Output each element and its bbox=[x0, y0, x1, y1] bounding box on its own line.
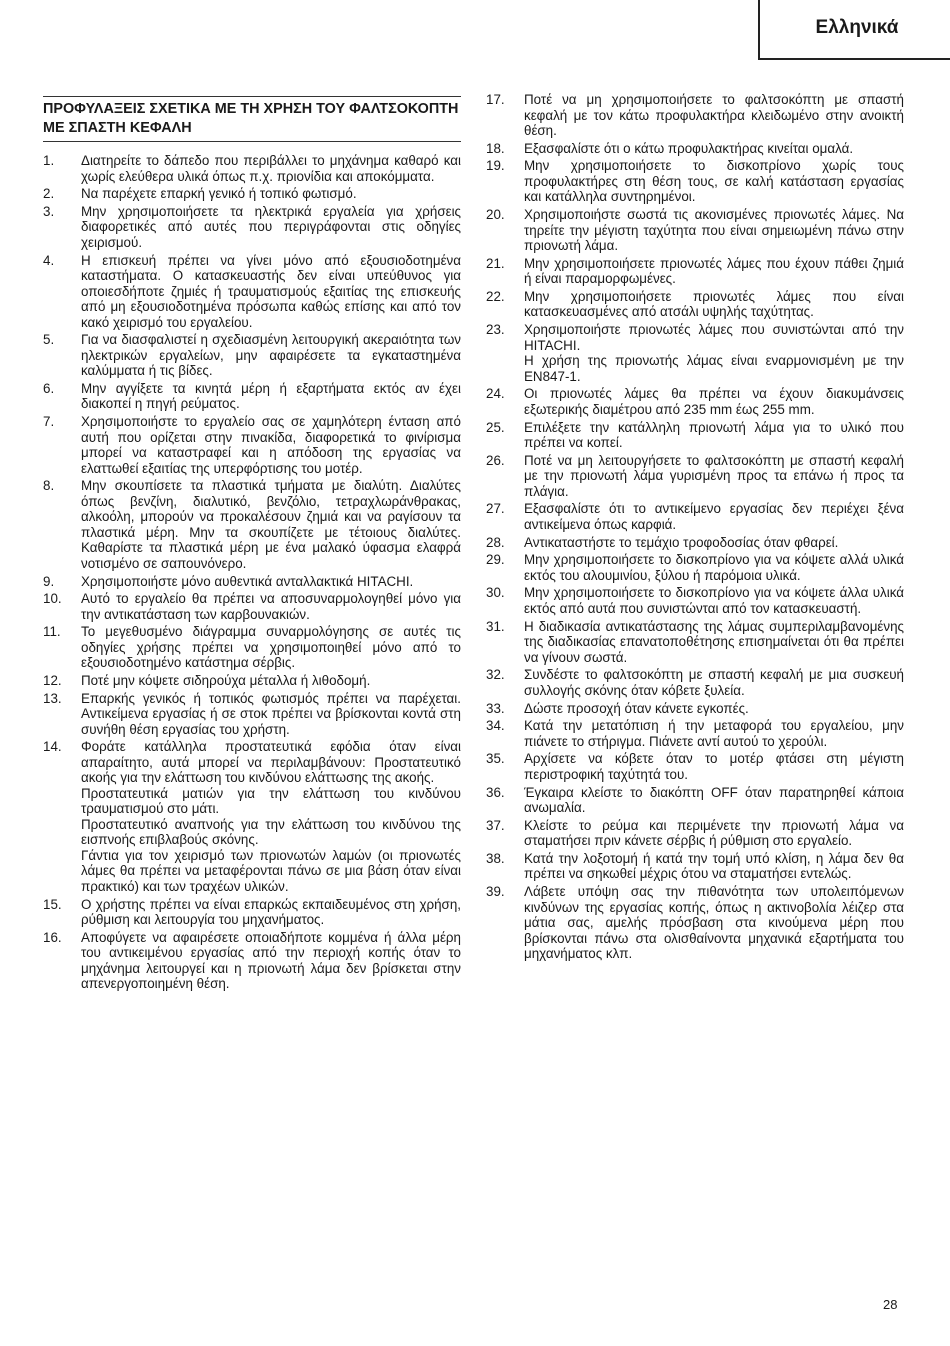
item-text bbox=[524, 718, 904, 749]
item-number: 35. bbox=[486, 751, 505, 767]
list-item bbox=[43, 673, 461, 689]
item-paragraph: Μην χρησιμοποιήσετε πριονωτές λάμες που έχουν πάθει ζημιά ή είναι παραμορφωμένες. bbox=[524, 255, 904, 287]
item-paragraph: Χρησιμοποιήστε πριονωτές λάμες που συνιστώνται από την HITACHI. bbox=[524, 322, 904, 353]
list-item bbox=[486, 818, 904, 849]
item-paragraph: Μην χρησιμοποιήσετε το δισκοπρίονο για να κόψετε άλλα υλικά εκτός από αυτά που συνιστώνται από τον κατασκευαστή. bbox=[524, 585, 904, 616]
item-text bbox=[81, 332, 461, 379]
item-number: 3. bbox=[43, 203, 55, 219]
item-paragraph: Εξασφαλίστε ότι το αντικείμενο εργασίας δεν περιέχει ξένα αντικείμενα όπως καρφιά. bbox=[524, 501, 904, 532]
item-paragraph: Προστατευτικό αναπνοής για την ελάττωση του κινδύνου της εισπνοής επιβλαβούς σκόνης. bbox=[81, 816, 461, 848]
item-paragraph: Να παρέχετε επαρκή γενικό ή τοπικό φωτισμό. bbox=[81, 186, 357, 202]
list-item bbox=[486, 386, 904, 417]
item-paragraph: Μην αγγίξετε τα κινητά μέρη ή εξαρτήματα εκτός αν έχει διακοπεί η πηγή ρεύματος. bbox=[81, 380, 461, 412]
item-paragraph: Μην χρησιμοποιήσετε πριονωτές λάμες που είναι κατασκευασμένες από ατσάλι υψηλής ταχύτητας. bbox=[524, 288, 904, 320]
list-item bbox=[486, 619, 904, 666]
item-paragraph: Η χρήση της πριονωτής λάμας είναι εναρμονισμένη με την EN847-1. bbox=[524, 353, 904, 384]
item-text bbox=[81, 930, 461, 992]
list-item bbox=[43, 332, 461, 379]
item-text bbox=[81, 414, 461, 476]
item-paragraph: Εξασφαλίστε ότι ο κάτω προφυλακτήρας κινείται ομαλά. bbox=[524, 140, 854, 156]
item-number: 20. bbox=[486, 207, 505, 223]
list-item bbox=[43, 253, 461, 331]
item-paragraph: Μην χρησιμοποιήσετε τα ηλεκτρικά εργαλεία για χρήσεις διαφορετικές από αυτές που περιγράφονται στις οδηγίες χειρισμού. bbox=[81, 203, 461, 250]
list-item bbox=[486, 884, 904, 962]
item-number: 5. bbox=[43, 332, 55, 348]
item-number: 38. bbox=[486, 850, 505, 866]
item-number: 36. bbox=[486, 784, 505, 800]
item-paragraph: Φοράτε κατάλληλα προστατευτικά εφόδια όταν είναι απαραίτητο, αυτά μπορεί να περιλαμβάνουν: Προστατευτικό ακοής για την ελάττωση του κινδύνου ελάττωσης της ακοής. bbox=[81, 739, 461, 786]
item-text bbox=[524, 289, 904, 320]
list-item bbox=[486, 718, 904, 749]
item-text bbox=[524, 92, 904, 139]
item-text bbox=[81, 624, 461, 671]
item-text bbox=[81, 574, 461, 590]
item-paragraph: Γάντια για τον χειρισμό των πριονωτών λαμών (οι πριονωτές λάμες θα πρέπει να μεταφέρονται πάνω σε μια βάση όταν είναι πρακτικό) και των τραχέων υλικών. bbox=[81, 847, 461, 894]
item-number: 16. bbox=[43, 929, 62, 945]
item-text bbox=[81, 153, 461, 184]
item-number: 22. bbox=[486, 288, 505, 304]
list-item bbox=[486, 667, 904, 698]
item-paragraph: Αρχίσετε να κόβετε όταν το μοτέρ φτάσει στη μέγιστη περιστροφική ταχύτητά του. bbox=[524, 751, 904, 782]
list-item bbox=[43, 930, 461, 992]
item-paragraph: Διατηρείτε το δάπεδο που περιβάλλει το μηχάνημα καθαρό και χωρίς ελεύθερα υλικά όπως π.χ. πριονίδια και αποκόμματα. bbox=[81, 153, 461, 184]
item-text bbox=[81, 478, 461, 571]
item-paragraph: Για να διασφαλιστεί η σχεδιασμένη λειτουργική ακεραιότητα των ηλεκτρικών εργαλείων, μην αφαιρέσετε τα εγκαταστημένα καλύμματα ή τις βίδες. bbox=[81, 332, 461, 379]
item-text bbox=[81, 739, 461, 894]
item-text bbox=[81, 897, 461, 928]
item-number: 8. bbox=[43, 478, 55, 494]
item-paragraph: Κατά την μετατόπιση ή την μεταφορά του εργαλείου, μην πιάνετε το στήριγμα. Πιάνετε αντί αυτού το χερούλι. bbox=[524, 718, 904, 749]
item-paragraph: Ποτέ μην κόψετε σιδηρούχα μέταλλα ή λιθοδομή. bbox=[81, 673, 371, 689]
list-item bbox=[486, 141, 904, 157]
item-text bbox=[524, 751, 904, 782]
list-item bbox=[486, 585, 904, 616]
language-tab bbox=[758, 0, 950, 60]
list-item bbox=[486, 322, 904, 384]
item-paragraph: Χρησιμοποιήστε μόνο αυθεντικά ανταλλακτικά HITACHI. bbox=[81, 573, 414, 589]
item-number: 23. bbox=[486, 322, 505, 338]
item-number: 24. bbox=[486, 386, 505, 402]
list-item bbox=[43, 153, 461, 184]
item-number: 4. bbox=[43, 252, 55, 268]
item-text bbox=[81, 381, 461, 412]
item-paragraph: Προστατευτικά ματιών για την ελάττωση του κινδύνου τραυματισμού στο μάτι. bbox=[81, 785, 461, 817]
item-paragraph: Μην σκουπίσετε τα πλαστικά τμήματα με διαλύτη. Διαλύτες όπως βενζίνη, διαλυτικό, βενζόλιο, τετραχλωράνθρακας, αλκοόλη, μπορούν να προκαλέσουν ζημιά και να ραγίσουν τα πλαστικά μέρη. Μην τα σκουπίζετε με τέτοιους διαλύτες. Καθαρίστε τα πλαστικά μέρη με ένα μαλακό ύφασμα ελαφρά νοτισμένο σε σαπουνόνερο. bbox=[81, 478, 461, 571]
item-text bbox=[81, 591, 461, 622]
item-text bbox=[524, 785, 904, 816]
item-text bbox=[524, 501, 904, 532]
item-number: 27. bbox=[486, 501, 505, 517]
language-label: Ελληνικά bbox=[815, 17, 899, 38]
list-item bbox=[43, 381, 461, 412]
precautions-list-left bbox=[43, 153, 461, 994]
item-text bbox=[524, 851, 904, 882]
item-number: 21. bbox=[486, 255, 505, 271]
item-number: 25. bbox=[486, 419, 505, 435]
item-text bbox=[81, 204, 461, 251]
list-item bbox=[486, 453, 904, 500]
list-item bbox=[43, 414, 461, 476]
list-item bbox=[486, 501, 904, 532]
item-number: 28. bbox=[486, 534, 505, 550]
item-number: 7. bbox=[43, 414, 55, 430]
item-paragraph: Ο χρήστης πρέπει να είναι επαρκώς εκπαιδευμένος στη χρήση, ρύθμιση και λειτουργία του μηχανήματος. bbox=[81, 896, 461, 928]
item-text bbox=[524, 256, 904, 287]
item-text bbox=[524, 884, 904, 962]
item-paragraph: Αυτό το εργαλείο θα πρέπει να αποσυναρμολογηθεί μόνο για την αντικατάσταση των καρβουνακιών. bbox=[81, 591, 461, 622]
list-item bbox=[486, 92, 904, 139]
list-item bbox=[486, 701, 904, 717]
item-text bbox=[524, 619, 904, 666]
item-paragraph: Έγκαιρα κλείστε το διακόπτη OFF όταν παρατηρηθεί κάποια ανωμαλία. bbox=[524, 784, 904, 816]
list-item bbox=[486, 785, 904, 816]
list-item bbox=[486, 552, 904, 583]
item-text bbox=[524, 552, 904, 583]
item-number: 9. bbox=[43, 573, 55, 589]
item-text bbox=[524, 667, 904, 698]
item-text bbox=[81, 673, 461, 689]
list-item bbox=[486, 158, 904, 205]
item-paragraph: Το μεγεθυσμένο διάγραμμα συναρμολόγησης σε αυτές τις οδηγίες χρήσης πρέπει να χρησιμοποιηθεί μόνο από το εξουσιοδοτημένο κατάστημα σέρβις. bbox=[81, 624, 461, 671]
item-number: 34. bbox=[486, 718, 505, 734]
section-heading: ΠΡΟΦΥΛΑΞΕΙΣ ΣΧΕΤΙΚΑ ΜΕ ΤΗ ΧΡΗΣΗ ΤΟΥ ΦΑΛΤΣΟΚΟΠΤΗ ΜΕ ΣΠΑΣΤΗ ΚΕΦΑΛΗ bbox=[43, 96, 461, 142]
item-number: 29. bbox=[486, 552, 505, 568]
item-text bbox=[524, 322, 904, 384]
item-number: 15. bbox=[43, 896, 62, 912]
item-paragraph: Η επισκευή πρέπει να γίνει μόνο από εξουσιοδοτημένα καταστήματα. Ο κατασκευαστής δεν είναι υπεύθυνος για οποιεσδήποτε ζημιές ή τραυματισμούς εξαιτίας της επισκευής από μη εξουσιοδοτημένα πρόσωπα καθώς επίσης και από τον κακό χειρισμό του εργαλείου. bbox=[81, 252, 461, 330]
item-number: 39. bbox=[486, 884, 505, 900]
item-number: 30. bbox=[486, 585, 505, 601]
item-paragraph: Μην χρησιμοποιήσετε το δισκοπρίονο χωρίς τους προφυλακτήρες στη θέση τους, σε καλή κατάσταση εργασίας και κατάλληλα συντηρημένοι. bbox=[524, 158, 904, 205]
list-item bbox=[486, 256, 904, 287]
item-text bbox=[524, 535, 904, 551]
item-paragraph: Αποφύγετε να αφαιρέσετε οποιαδήποτε κομμένα ή άλλα μέρη του αντικειμένου εργασίας από την περιοχή κοπής όταν το μηχάνημα λειτουργεί και η πριονωτή λάμα δεν βρίσκεται στην απενεργοποιημένη θέση. bbox=[81, 929, 461, 992]
list-item bbox=[486, 420, 904, 451]
list-item bbox=[43, 897, 461, 928]
item-text bbox=[81, 691, 461, 738]
item-number: 12. bbox=[43, 673, 62, 689]
list-item bbox=[43, 691, 461, 738]
list-item bbox=[43, 739, 461, 894]
item-number: 1. bbox=[43, 153, 55, 168]
item-text bbox=[524, 420, 904, 451]
item-number: 17. bbox=[486, 92, 505, 107]
list-item bbox=[486, 751, 904, 782]
item-paragraph: Δώστε προσοχή όταν κάνετε εγκοπές. bbox=[524, 700, 749, 716]
item-number: 6. bbox=[43, 380, 55, 396]
item-paragraph: Ποτέ να μη λειτουργήσετε το φαλτσοκόπτη με σπαστή κεφαλή με την πριονωτή λάμα γυρισμένη προς τα επάνω ή προς τα πλάγια. bbox=[524, 452, 904, 499]
item-text bbox=[524, 386, 904, 417]
item-paragraph: Οι πριονωτές λάμες θα πρέπει να έχουν διακυμάνσεις εξωτερικής διαμέτρου από 235 mm έως 255 mm. bbox=[524, 386, 904, 417]
item-number: 14. bbox=[43, 739, 62, 755]
item-number: 10. bbox=[43, 591, 62, 607]
item-paragraph: Επαρκής γενικός ή τοπικός φωτισμός πρέπει να παρέχεται. Αντικείμενα εργασίας ή σε στοκ πρέπει να βρίσκονται κοντά στη συνήθη θέση εργασίας του χρήστη. bbox=[81, 690, 461, 737]
item-number: 33. bbox=[486, 700, 505, 716]
list-item bbox=[43, 574, 461, 590]
list-item bbox=[43, 186, 461, 202]
list-item bbox=[486, 535, 904, 551]
item-text bbox=[81, 253, 461, 331]
item-number: 2. bbox=[43, 186, 55, 202]
item-text bbox=[81, 186, 461, 202]
item-paragraph: Χρησιμοποιήστε το εργαλείο σας σε χαμηλότερη ένταση από αυτή που ορίζεται στην πινακίδα, διαφορετικά το φινίρισμα μπορεί να καταστραφεί και η απόδοση της εργασίας να ελαττωθεί εξαιτίας της υπερφόρτισης του μοτέρ. bbox=[81, 414, 461, 476]
item-number: 13. bbox=[43, 690, 62, 706]
item-paragraph: Η διαδικασία αντικατάστασης της λάμας συμπεριλαμβανομένης της διαδικασίας επανατοποθέτησης επισημαίνεται ότι θα πρέπει να γίνουν σωστά. bbox=[524, 618, 904, 665]
item-paragraph: Κατά την λοξοτομή ή κατά την τομή υπό κλίση, η λάμα δεν θα πρέπει να σηκωθεί μέχρις ότου να σταματήσει εντελώς. bbox=[524, 850, 904, 882]
item-text bbox=[524, 158, 904, 205]
list-item bbox=[43, 591, 461, 622]
list-item bbox=[486, 289, 904, 320]
item-text bbox=[524, 818, 904, 849]
item-number: 11. bbox=[43, 624, 61, 640]
item-number: 32. bbox=[486, 667, 505, 683]
item-text bbox=[524, 701, 904, 717]
list-item bbox=[486, 207, 904, 254]
item-number: 19. bbox=[486, 158, 505, 174]
item-text bbox=[524, 207, 904, 254]
item-paragraph: Μην χρησιμοποιήσετε το δισκοπρίονο για να κόψετε αλλά υλικά εκτός του αλουμινίου, ξύλου ή παρόμοια υλικά. bbox=[524, 552, 904, 583]
list-item bbox=[43, 204, 461, 251]
item-number: 18. bbox=[486, 140, 505, 156]
list-item bbox=[43, 478, 461, 571]
item-text bbox=[524, 453, 904, 500]
item-paragraph: Ποτέ να μη χρησιμοποιήσετε το φαλτσοκόπτη με σπαστή κεφαλή με τον κάτω προφυλακτήρα κλειδωμένο στην ανοικτή θέση. bbox=[524, 92, 904, 138]
item-number: 26. bbox=[486, 452, 505, 468]
item-text bbox=[524, 141, 904, 157]
item-paragraph: Αντικαταστήστε το τεμάχιο τροφοδοσίας όταν φθαρεί. bbox=[524, 534, 839, 550]
item-paragraph: Συνδέστε το φαλτσοκόπτη με σπαστή κεφαλή με μια συσκευή συλλογής σκόνης όταν κόβετε ξυλεία. bbox=[524, 667, 904, 698]
item-number: 31. bbox=[486, 618, 505, 634]
item-text bbox=[524, 585, 904, 616]
precautions-list-right bbox=[486, 92, 904, 964]
list-item bbox=[486, 851, 904, 882]
item-paragraph: Χρησιμοποιήστε σωστά τις ακονισμένες πριονωτές λάμες. Να τηρείτε την μέγιστη ταχύτητα που είναι σημειωμένη πάνω στην πριονωτή λάμα. bbox=[524, 207, 904, 254]
item-paragraph: Κλείστε το ρεύμα και περιμένετε την πριονωτή λάμα να σταματήσει πριν κάνετε σέρβις ή ρύθμιση στο εργαλείο. bbox=[524, 817, 904, 849]
list-item bbox=[43, 624, 461, 671]
page-number: 28 bbox=[883, 1297, 898, 1312]
item-number: 37. bbox=[486, 817, 505, 833]
item-paragraph: Επιλέξετε την κατάλληλη πριονωτή λάμα για το υλικό που πρέπει να κοπεί. bbox=[524, 419, 904, 450]
item-paragraph: Λάβετε υπόψη σας την πιθανότητα των υπολειπόμενων κινδύνων της εργασίας κοπής, όπως η ακτινοβολία λέιζερ στα μάτια σας, αμελής πρόσβαση στα κινούμενα μέρη που βρίσκονται πάνω στα ολισθαίνοντα μηχανικά εξαρτήματα του μηχανήματος κλπ. bbox=[524, 884, 904, 962]
